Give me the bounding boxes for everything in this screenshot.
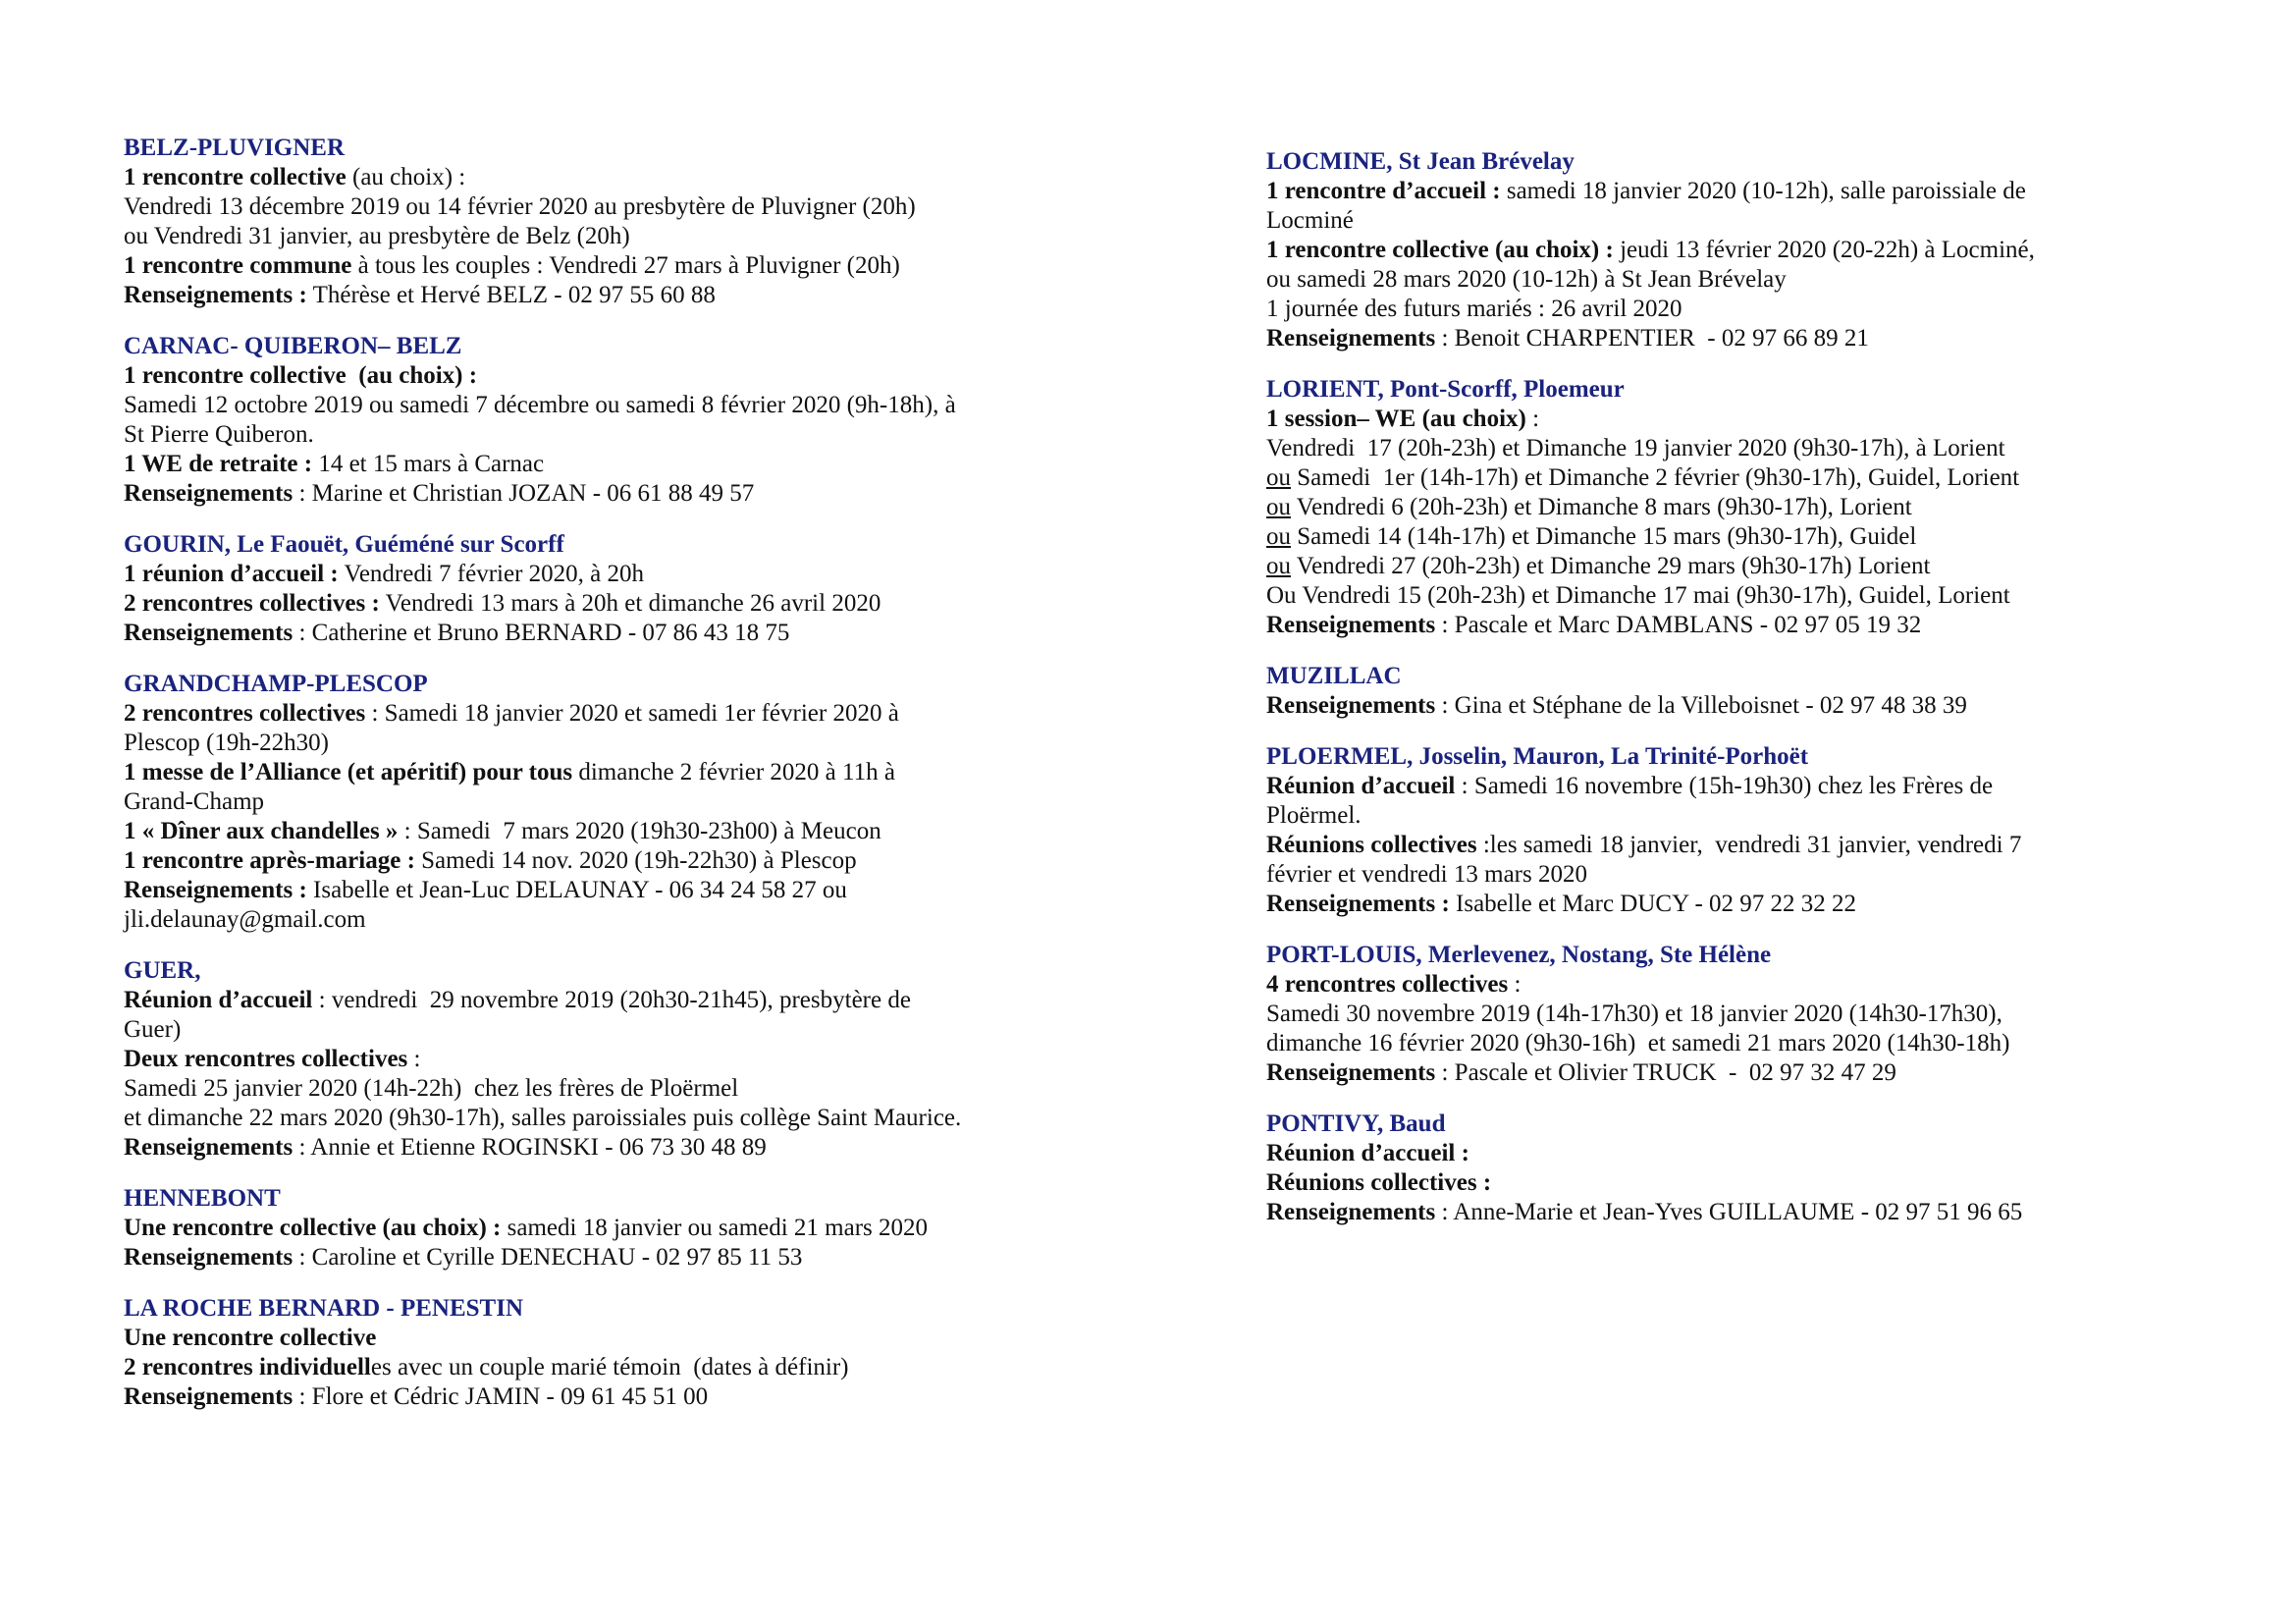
section-title: GRANDCHAMP-PLESCOP	[124, 671, 428, 697]
info-text: (au choix) :	[346, 164, 466, 190]
label-text: 4 rencontres collectives	[1266, 971, 1509, 998]
info-line	[1266, 265, 2248, 295]
label-text: 1 WE de retraite :	[124, 451, 313, 477]
label-text: Réunions collectives :	[1266, 1169, 1492, 1196]
label-text: Renseignements	[1266, 692, 1436, 719]
info-line	[1266, 1000, 2248, 1029]
info-text: : Annie et Etienne ROGINSKI - 06 73 30 48 89	[293, 1134, 767, 1161]
section-title: BELZ-PLUVIGNER	[124, 135, 346, 161]
info-text: : Pascale et Olivier TRUCK - 02 97 32 47 29	[1435, 1059, 1896, 1086]
info-text: dimanche 16 février 2020 (9h30-16h) et samedi 21 mars 2020 (14h30-18h)	[1266, 1030, 2010, 1056]
info-line	[124, 1045, 1105, 1074]
parish-section	[124, 1184, 1105, 1272]
info-text: St Pierre Quiberon.	[124, 421, 314, 448]
info-text: : Catherine et Bruno BERNARD - 07 86 43 18 75	[293, 620, 790, 646]
info-line	[1266, 1058, 2248, 1088]
info-line	[124, 699, 1105, 729]
info-line	[124, 1015, 1105, 1045]
label-text: Renseignements	[1266, 1059, 1436, 1086]
info-text: : Samedi 16 novembre (15h-19h30) chez les Frères de	[1455, 773, 1994, 799]
label-text: Une rencontre collective (au choix) :	[124, 1215, 502, 1241]
info-line	[1266, 801, 2248, 831]
info-text: jli.delaunay@gmail.com	[124, 906, 366, 933]
label-text: Renseignements :	[124, 877, 307, 903]
info-text: et dimanche 22 mars 2020 (9h30-17h), salles paroissiales puis collège Saint Maurice.	[124, 1105, 962, 1131]
info-text: Isabelle et Jean-Luc DELAUNAY - 06 34 24 58 27 ou	[306, 877, 847, 903]
info-line	[124, 729, 1105, 758]
info-line	[1266, 1198, 2248, 1227]
section-title: MUZILLAC	[1266, 663, 1402, 689]
info-line	[124, 817, 1105, 846]
info-text: février et vendredi 13 mars 2020	[1266, 861, 1587, 888]
info-text: Plescop (19h-22h30)	[124, 730, 329, 756]
section-title: GUER,	[124, 957, 201, 984]
info-line	[124, 479, 1105, 509]
label-text: 1 rencontre commune	[124, 252, 352, 279]
parish-section	[124, 332, 1105, 509]
label-text: 1 rencontre collective (au choix) :	[1266, 237, 1614, 263]
label-text: Réunions collectives	[1266, 832, 1477, 858]
label-text: 1 messe de l’Alliance (et apéritif) pour tous	[124, 759, 573, 785]
info-line	[124, 251, 1105, 281]
label-text: 1 rencontre après-mariage :	[124, 847, 415, 874]
info-text: : Anne-Marie et Jean-Yves GUILLAUME - 02 97 51 96 65	[1435, 1199, 2023, 1225]
parish-section	[1266, 662, 2248, 721]
info-text: dimanche 2 février 2020 à 11h à	[572, 759, 895, 785]
info-line	[1266, 611, 2248, 640]
info-line	[124, 876, 1105, 905]
parish-section	[1266, 941, 2248, 1088]
parish-section	[1266, 147, 2248, 353]
info-line	[124, 391, 1105, 420]
section-title: PORT-LOUIS, Merlevenez, Nostang, Ste Hélène	[1266, 942, 1772, 968]
info-line	[124, 1243, 1105, 1272]
info-text: : Pascale et Marc DAMBLANS - 02 97 05 19 32	[1435, 612, 1922, 638]
label-text: Renseignements	[124, 1383, 294, 1410]
info-text: : vendredi 29 novembre 2019 (20h30-21h45), presbytère de	[312, 987, 911, 1013]
label-text: Renseignements	[1266, 325, 1436, 352]
info-text: Samedi 14 (14h-17h) et Dimanche 15 mars (9h30-17h), Guidel	[1291, 523, 1917, 550]
info-line	[124, 192, 1105, 222]
label-text: Renseignements :	[1266, 891, 1450, 917]
parish-section	[1266, 742, 2248, 919]
label-text: Renseignements	[124, 480, 294, 507]
info-text: es avec un couple marié témoin (dates à définir)	[370, 1354, 849, 1380]
info-line	[124, 420, 1105, 450]
label-text: 2 rencontres collectives	[124, 700, 366, 727]
parish-section	[124, 670, 1105, 935]
info-line	[1266, 552, 2248, 581]
info-text: :	[407, 1046, 421, 1072]
info-line	[124, 1382, 1105, 1412]
label-text: Renseignements :	[124, 282, 307, 308]
info-text: Samedi 12 octobre 2019 ou samedi 7 décembre ou samedi 8 février 2020 (9h-18h), à	[124, 392, 956, 418]
info-line	[1266, 177, 2248, 206]
info-text: Guer)	[124, 1016, 182, 1043]
info-text: : Caroline et Cyrille DENECHAU - 02 97 85 11 53	[293, 1244, 803, 1271]
info-text: :	[1525, 406, 1540, 432]
info-line	[124, 986, 1105, 1015]
info-line	[124, 560, 1105, 589]
label-text: Réunion d’accueil :	[1266, 1140, 1469, 1166]
info-line	[1266, 970, 2248, 1000]
info-line	[1266, 691, 2248, 721]
section-title: PLOERMEL, Josselin, Mauron, La Trinité-Porhoët	[1266, 743, 1809, 770]
info-text: Samedi 25 janvier 2020 (14h-22h) chez les frères de Ploërmel	[124, 1075, 739, 1102]
info-line	[124, 589, 1105, 619]
label-text: Deux rencontres collectives	[124, 1046, 408, 1072]
info-text: Vendredi 27 (20h-23h) et Dimanche 29 mars (9h30-17h) Lorient	[1291, 553, 1931, 579]
label-text: 1 réunion d’accueil :	[124, 561, 339, 587]
info-text: Vendredi 6 (20h-23h) et Dimanche 8 mars (9h30-17h), Lorient	[1291, 494, 1912, 520]
info-line	[124, 450, 1105, 479]
info-line	[124, 1353, 1105, 1382]
label-text: 1 rencontre collective	[124, 164, 347, 190]
info-text: Samedi 30 novembre 2019 (14h-17h30) et 18 janvier 2020 (14h30-17h30),	[1266, 1001, 2002, 1027]
info-text: ou	[1266, 464, 1291, 491]
info-text: :les samedi 18 janvier, vendredi 31 janvier, vendredi 7	[1476, 832, 2022, 858]
info-line	[1266, 890, 2248, 919]
info-text: : Benoit CHARPENTIER - 02 97 66 89 21	[1435, 325, 1869, 352]
info-line	[1266, 295, 2248, 324]
label-text: 1 « Dîner aux chandelles »	[124, 818, 399, 844]
info-text: : Marine et Christian JOZAN - 06 61 88 49 57	[293, 480, 755, 507]
info-text: : Samedi 18 janvier 2020 et samedi 1er février 2020 à	[365, 700, 899, 727]
info-text: Grand-Champ	[124, 788, 265, 815]
info-line	[124, 281, 1105, 310]
parish-section	[124, 530, 1105, 648]
info-line	[1266, 1029, 2248, 1058]
info-text: :	[1508, 971, 1522, 998]
info-text: ou Vendredi 31 janvier, au presbytère de Belz (20h)	[124, 223, 630, 249]
label-text: Renseignements	[1266, 1199, 1436, 1225]
label-text: 2 rencontres collectives :	[124, 590, 380, 617]
info-text: Thérèse et Hervé BELZ - 02 97 55 60 88	[306, 282, 716, 308]
info-line	[124, 619, 1105, 648]
left-column	[124, 134, 1105, 1434]
info-line	[1266, 206, 2248, 236]
info-text: Locminé	[1266, 207, 1354, 234]
label-text: Réunion d’accueil	[124, 987, 313, 1013]
label-text: Renseignements	[1266, 612, 1436, 638]
label-text: 1 rencontre collective (au choix) :	[124, 362, 478, 389]
info-text: jeudi 13 février 2020 (20-22h) à Locminé,	[1613, 237, 2035, 263]
info-line	[124, 361, 1105, 391]
info-text: ou	[1266, 523, 1291, 550]
info-line	[1266, 236, 2248, 265]
info-line	[124, 846, 1105, 876]
parish-section	[1266, 375, 2248, 640]
info-line	[1266, 831, 2248, 860]
info-text: Ploërmel.	[1266, 802, 1362, 829]
parish-section	[124, 134, 1105, 310]
info-text: ou samedi 28 mars 2020 (10-12h) à St Jean Brévelay	[1266, 266, 1787, 293]
info-text: Samedi 14 nov. 2020 (19h-22h30) à Plescop	[414, 847, 857, 874]
info-text: Vendredi 13 décembre 2019 ou 14 février 2020 au presbytère de Pluvigner (20h)	[124, 193, 916, 220]
parish-section	[124, 1294, 1105, 1412]
info-line	[1266, 772, 2248, 801]
info-line	[124, 1074, 1105, 1104]
parish-section	[1266, 1110, 2248, 1227]
info-text: Vendredi 17 (20h-23h) et Dimanche 19 janvier 2020 (9h30-17h), à Lorient	[1266, 435, 2005, 461]
info-line	[124, 758, 1105, 787]
label-text: Renseignements	[124, 1134, 294, 1161]
info-line	[124, 1133, 1105, 1163]
info-line	[1266, 324, 2248, 353]
info-text: Ou Vendredi 15 (20h-23h) et Dimanche 17 mai (9h30-17h), Guidel, Lorient	[1266, 582, 2010, 609]
label-text: 1 rencontre d’accueil :	[1266, 178, 1501, 204]
info-line	[124, 787, 1105, 817]
label-text: Renseignements	[124, 620, 294, 646]
info-text: samedi 18 janvier 2020 (10-12h), salle paroissiale de	[1500, 178, 2026, 204]
info-line	[124, 1214, 1105, 1243]
info-text: ou	[1266, 553, 1291, 579]
info-line	[1266, 581, 2248, 611]
section-title: PONTIVY, Baud	[1266, 1110, 1446, 1137]
label-text: 1 session– WE (au choix)	[1266, 406, 1526, 432]
section-title: LORIENT, Pont-Scorff, Ploemeur	[1266, 376, 1625, 403]
info-text: samedi 18 janvier ou samedi 21 mars 2020	[501, 1215, 929, 1241]
info-line	[1266, 405, 2248, 434]
info-line	[124, 163, 1105, 192]
info-text: 1 journée des futurs mariés : 26 avril 2020	[1266, 296, 1682, 322]
info-line	[1266, 860, 2248, 890]
right-column	[1266, 147, 2248, 1249]
info-line	[1266, 463, 2248, 493]
info-text: Vendredi 7 février 2020, à 20h	[338, 561, 645, 587]
info-line	[1266, 1168, 2248, 1198]
info-text: 14 et 15 mars à Carnac	[312, 451, 545, 477]
info-line	[124, 222, 1105, 251]
section-title: LA ROCHE BERNARD - PENESTIN	[124, 1295, 524, 1322]
info-line	[1266, 493, 2248, 522]
info-text: Vendredi 13 mars à 20h et dimanche 26 avril 2020	[379, 590, 881, 617]
label-text: Renseignements	[124, 1244, 294, 1271]
info-text: : Gina et Stéphane de la Villeboisnet - 02 97 48 38 39	[1435, 692, 1967, 719]
info-line	[1266, 522, 2248, 552]
info-line	[1266, 1139, 2248, 1168]
info-text: : Samedi 7 mars 2020 (19h30-23h00) à Meucon	[398, 818, 881, 844]
section-title: HENNEBONT	[124, 1185, 281, 1212]
parish-section	[124, 956, 1105, 1163]
info-text: : Flore et Cédric JAMIN - 09 61 45 51 00	[293, 1383, 709, 1410]
info-line	[124, 1324, 1105, 1353]
info-text: Samedi 1er (14h-17h) et Dimanche 2 février (9h30-17h), Guidel, Lorient	[1291, 464, 2020, 491]
section-title: LOCMINE, St Jean Brévelay	[1266, 148, 1575, 175]
label-text: Réunion d’accueil	[1266, 773, 1456, 799]
info-text: à tous les couples : Vendredi 27 mars à Pluvigner (20h)	[351, 252, 900, 279]
info-text: Isabelle et Marc DUCY - 02 97 22 32 22	[1449, 891, 1857, 917]
label-text: Une rencontre collective	[124, 1325, 377, 1351]
info-line	[124, 905, 1105, 935]
info-line	[1266, 434, 2248, 463]
info-line	[124, 1104, 1105, 1133]
label-text: 2 rencontres individuell	[124, 1354, 371, 1380]
info-text: ou	[1266, 494, 1291, 520]
section-title: CARNAC- QUIBERON– BELZ	[124, 333, 462, 359]
section-title: GOURIN, Le Faouët, Guéméné sur Scorff	[124, 531, 564, 558]
